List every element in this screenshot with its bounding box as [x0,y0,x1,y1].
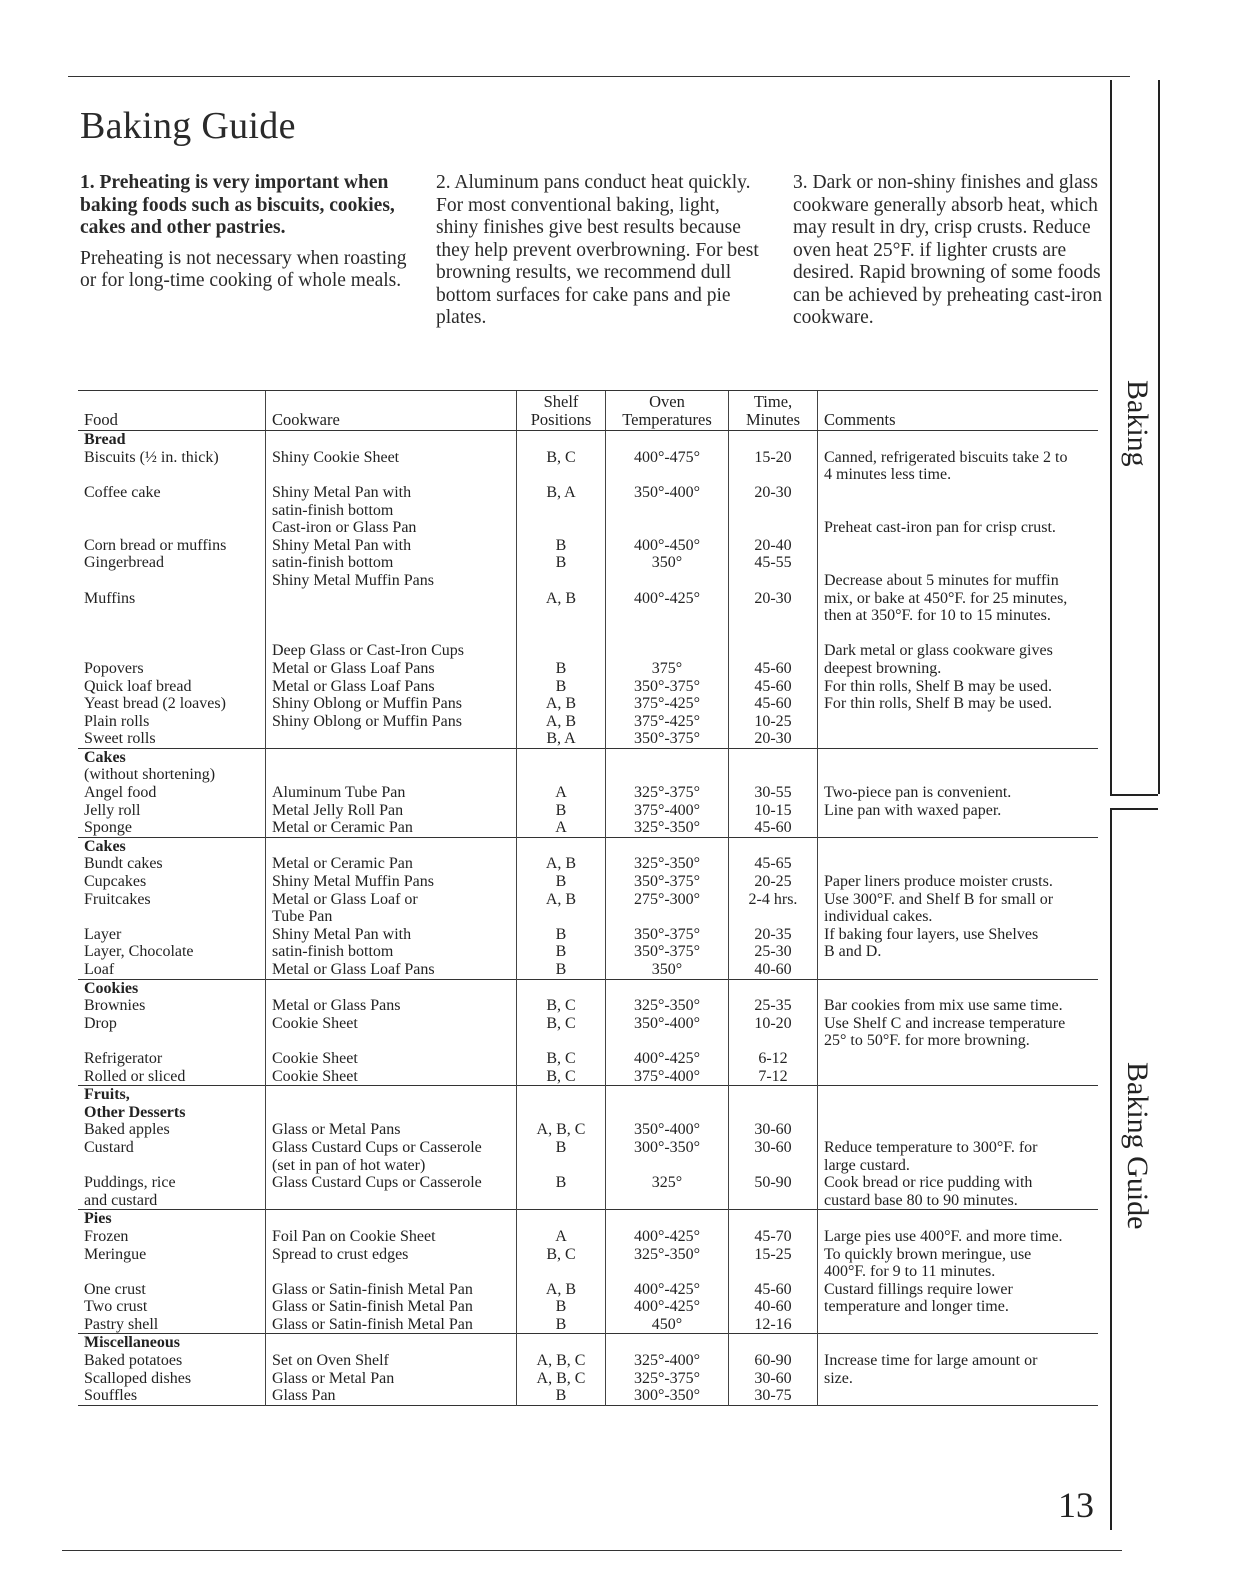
comments-cell: Reduce temperature to 300°F. for large custard. Cook bread or rice pudding with custard base 80 to 90 minutes. [818,1121,1099,1209]
group-name: Fruits, Other Desserts [84,1086,186,1121]
shelf-cell: A, B B A, B B B B [517,855,606,979]
table-row [78,1228,1098,1334]
header-shelf: Shelf Positions [517,391,606,431]
header-cookware: Cookware [266,391,517,431]
time-cell: 45-65 20-25 2-4 hrs. 20-35 25-30 40-60 [729,855,818,979]
section-tab-baking-guide [1110,808,1158,1530]
group-cookies [78,979,1098,1086]
section-tab-baking-guide-label: Baking Guide [1121,1062,1154,1230]
food-cell: Frozen Meringue One crust Two crust Pastry shell [84,1227,159,1333]
oven-cell: 325°-375° 375°-400° 325°-350° [606,766,729,837]
oven-cell: 400°-475° 350°-400° 400°-450° 350° 400°-425° 375° 350°-375° 375°-425° 375°-425° 350°-375° [606,449,729,749]
intro-preheating [80,172,410,293]
food-cell: Brownies Drop Refrigerator Rolled or sliced [84,997,186,1085]
intro-aluminum-text: 2. Aluminum pans conduct heat quickly. For most conventional baking, light, shiny finishes give best results because they help prevent overbrowning. For best browning results, we recommend dull bottom surfaces for cake pans and pie plates. [436,172,759,328]
shelf-cell: B, C B, C B, C B, C [517,997,606,1085]
food-cell: Bundt cakes Cupcakes Fruitcakes Layer Layer, Chocolate Loaf [84,855,194,978]
group-name: Cakes [84,748,126,766]
bottom-rule [62,1550,1122,1551]
top-rule [68,76,1130,77]
group-name: Cookies [84,979,139,997]
table-row [78,1352,1098,1405]
intro-preheating-heading: 1. Preheating is very important when baking foods such as biscuits, cookies, cakes and other pastries. [80,172,395,238]
shelf-cell: A, B, C B B [517,1121,606,1209]
oven-cell: 325°-350° 350°-400° 400°-425° 375°-400° [606,997,729,1085]
cookware-cell: Metal or Ceramic Pan Shiny Metal Muffin Pans Metal or Glass Loaf or Tube Pan Shiny Metal Pan with satin-finish bottom Metal or Glass Loaf Pans [266,855,517,979]
table-row [78,855,1098,979]
table-row [78,997,1098,1085]
baking-guide-table [78,390,1098,1406]
shelf-cell: A B A [517,766,606,837]
time-cell: 45-70 15-25 45-60 40-60 12-16 [729,1228,818,1334]
header-food: Food [78,391,266,431]
cookware-cell: Set on Oven Shelf Glass or Metal Pan Glass Pan [266,1352,517,1405]
cookware-cell: Metal or Glass Pans Cookie Sheet Cookie Sheet Cookie Sheet [266,997,517,1085]
page-title: Baking Guide [80,105,296,147]
group-miscellaneous [78,1334,1098,1405]
oven-cell: 350°-400° 300°-350° 325° [606,1121,729,1209]
group-fruits-desserts [78,1086,1098,1210]
page-number: 13 [1058,1485,1094,1525]
comments-cell: Canned, refrigerated biscuits take 2 to 4 minutes less time. Preheat cast-iron pan for crisp crust. Decrease about 5 minutes for muffin mix, or bake at 450°F. for 25 minutes, then at 350°F. for 10 to 15 minutes. Dark metal or glass cookware gives deepest browning. For thin rolls, Shelf B may be used. For thin rolls, Shelf B may be used. [818,449,1099,749]
food-cell: (without shortening) Angel food Jelly roll Sponge [84,766,216,837]
table-row [78,1121,1098,1209]
shelf-cell: A B, C A, B B B [517,1228,606,1334]
cookware-cell: Foil Pan on Cookie Sheet Spread to crust edges Glass or Satin-finish Metal Pan Glass or Satin-finish Metal Pan Glass or Satin-finish Metal Pan [266,1228,517,1334]
comments-cell: Large pies use 400°F. and more time. To quickly brown meringue, use 400°F. for 9 to 11 minutes. Custard fillings require lower temperature and longer time. [818,1228,1099,1334]
cookware-cell: Aluminum Tube Pan Metal Jelly Roll Pan Metal or Ceramic Pan [266,766,517,837]
comments-cell: Increase time for large amount or size. [818,1352,1099,1405]
intro-dark-finishes-text: 3. Dark or non-shiny finishes and glass cookware generally absorb heat, which may result in dry, crisp crusts. Reduce oven heat 25°F. if lighter crusts are desired. Rapid browning of some foods can be achieved by preheating cast-iron cookware. [793,172,1103,328]
group-pies [78,1210,1098,1334]
table-row [78,449,1098,749]
group-cakes [78,837,1098,979]
table-header-row [78,391,1098,431]
food-cell: Biscuits (½ in. thick) Coffee cake Corn bread or muffins Gingerbread Muffins Popovers Quick loaf bread Yeast bread (2 loaves) Plain rolls Sweet rolls [84,448,227,748]
time-cell: 25-35 10-20 6-12 7-12 [729,997,818,1085]
header-time: Time, Minutes [729,391,818,431]
food-cell: Baked potatoes Scalloped dishes Souffles [84,1352,192,1405]
group-name: Pies [84,1210,112,1228]
comments-cell: Paper liners produce moister crusts. Use 300°F. and Shelf B for small or individual cakes. If baking four layers, use Shelves B and D. [818,855,1099,979]
header-comments: Comments [818,391,1099,431]
group-name: Cakes [84,837,126,855]
table-row [78,766,1098,837]
time-cell: 30-55 10-15 45-60 [729,766,818,837]
time-cell: 15-20 20-30 20-40 45-55 20-30 45-60 45-60 45-60 10-25 20-30 [729,449,818,749]
shelf-cell: B, C B, A B B A, B B B A, B A, B B, A [517,449,606,749]
section-tab-baking [1110,80,1158,796]
comments-cell: Bar cookies from mix use same time. Use Shelf C and increase temperature 25° to 50°F. for more browning. [818,997,1099,1085]
group-cakes-without-shortening [78,748,1098,837]
header-oven: Oven Temperatures [606,391,729,431]
cookware-cell: Glass or Metal Pans Glass Custard Cups or Casserole (set in pan of hot water) Glass Custard Cups or Casserole [266,1121,517,1209]
group-name: Bread [84,431,126,449]
time-cell: 30-60 30-60 50-90 [729,1121,818,1209]
intro-dark-finishes [793,172,1113,330]
section-tab-baking-label: Baking [1121,380,1154,467]
time-cell: 60-90 30-60 30-75 [729,1352,818,1405]
food-cell: Baked apples Custard Puddings, rice and custard [84,1121,176,1209]
oven-cell: 325°-400° 325°-375° 300°-350° [606,1352,729,1405]
oven-cell: 400°-425° 325°-350° 400°-425° 400°-425° 450° [606,1228,729,1334]
intro-aluminum [436,172,766,330]
intro-preheating-text: Preheating is not necessary when roasting or for long-time cooking of whole meals. [80,247,407,291]
group-name: Miscellaneous [84,1334,180,1352]
oven-cell: 325°-350° 350°-375° 275°-300° 350°-375° 350°-375° 350° [606,855,729,979]
group-bread [78,431,1098,749]
shelf-cell: A, B, C A, B, C B [517,1352,606,1405]
comments-cell: Two-piece pan is convenient. Line pan with waxed paper. [818,766,1099,837]
cookware-cell: Shiny Cookie Sheet Shiny Metal Pan with satin-finish bottom Cast-iron or Glass Pan Shiny Metal Pan with satin-finish bottom Shiny Metal Muffin Pans Deep Glass or Cast-Iron Cups Metal or Glass Loaf Pans Metal or Glass Loaf Pans Shiny Oblong or Muffin Pans Shiny Oblong or Muffin Pans [266,449,517,749]
